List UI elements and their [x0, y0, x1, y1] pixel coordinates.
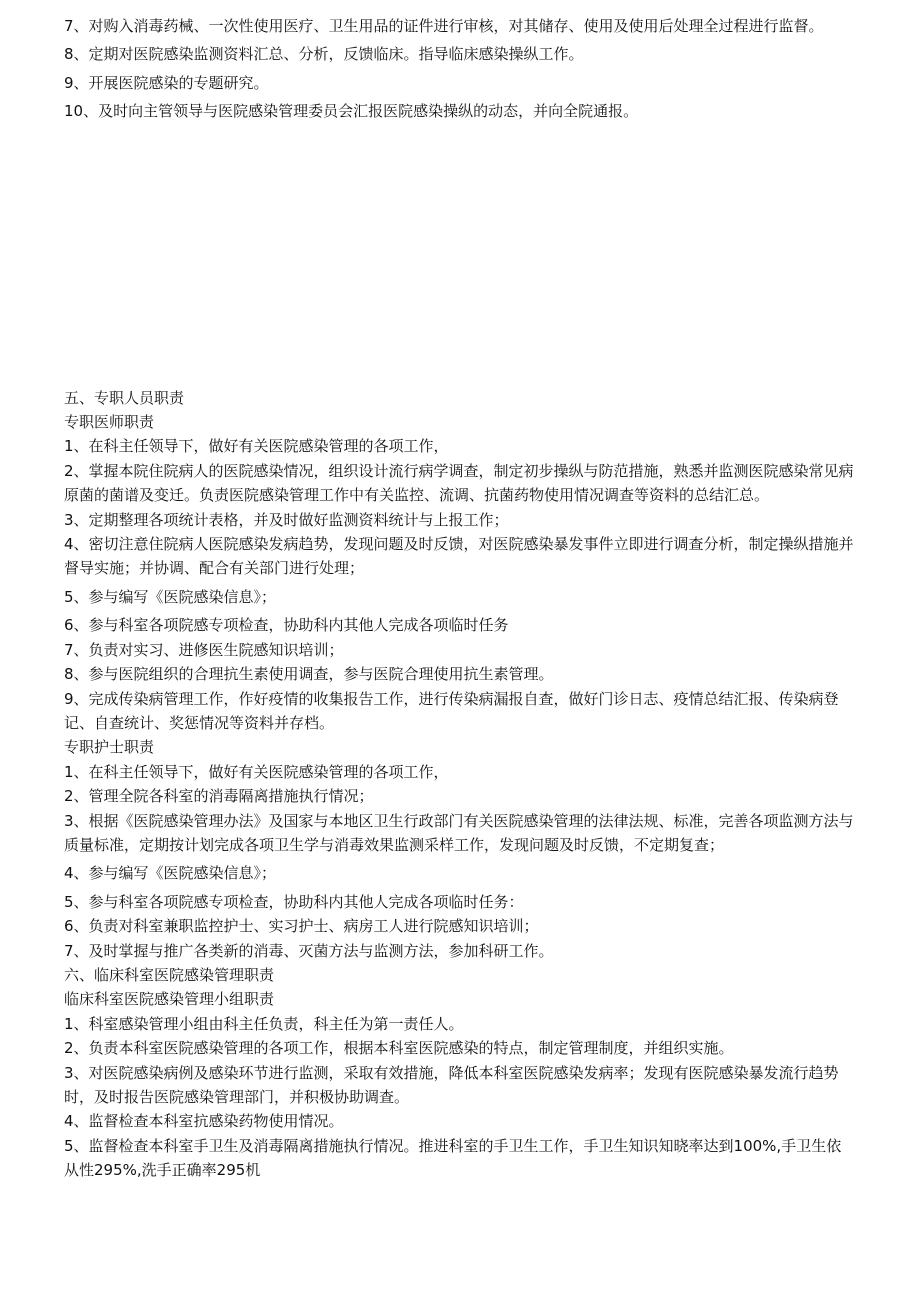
subsection-heading: 专职护士职责 — [64, 738, 155, 757]
list-item: 5、参与编写《医院感染信息》； — [64, 587, 277, 606]
list-item: 10、及时向主管领导与医院感染管理委员会汇报医院感染操纵的动态，并向全院通报。 — [64, 102, 639, 121]
list-item: 1、在科主任领导下，做好有关医院感染管理的各项工作， — [64, 762, 449, 781]
list-item: 3、对医院感染病例及感染环节进行监测，采取有效措施，降低本科室医院感染发病率；发现有医院感染暴发流行趋势时，及时报告医院感染管理部门，并积极协助调查。 — [64, 1063, 839, 1106]
section-heading: 五、专职人员职责 — [64, 388, 185, 407]
document-page — [64, 14, 856, 1183]
list-item: 6、负责对科室兼职监控护士、实习护士、病房工人进行院感知识培训； — [64, 917, 539, 936]
list-item: 6、参与科室各项院感专项检查，协助科内其他人完成各项临时任务 — [64, 616, 509, 635]
list-item: 3、定期整理各项统计表格，并及时做好监测资料统计与上报工作； — [64, 510, 509, 529]
list-item: 7、负责对实习、进修医生院感知识培训； — [64, 640, 344, 659]
list-item: 7、及时掌握与推广各类新的消毒、灭菌方法与监测方法，参加科研工作。 — [64, 941, 554, 960]
list-item: 1、科室感染管理小组由科主任负责，科主任为第一责任人。 — [64, 1014, 464, 1033]
list-item: 7、对购入消毒药械、一次性使用医疗、卫生用品的证件进行审核，对其储存、使用及使用后处理全过程进行监督。 — [64, 17, 824, 35]
list-item: 8、定期对医院感染监测资料汇总、分析，反馈临床。指导临床感染操纵工作。 — [64, 45, 584, 64]
subsection-heading: 专职医师职责 — [64, 413, 155, 432]
list-item: 2、负责本科室医院感染管理的各项工作，根据本科室医院感染的特点，制定管理制度，并组织实施。 — [64, 1039, 734, 1058]
list-item: 3、根据《医院感染管理办法》及国家与本地区卫生行政部门有关医院感染管理的法律法规、标准，完善各项监测方法与质量标准，定期按计划完成各项卫生学与消毒效果监测采样工作，发现问题及时反馈，不定期复查； — [64, 811, 854, 854]
section-heading: 六、临床科室医院感染管理职责 — [64, 965, 275, 984]
list-item: 4、密切注意住院病人医院感染发病趋势，发现问题及时反馈，对医院感染暴发事件立即进行调查分析，制定操纵措施并督导实施；并协调、配合有关部门进行处理； — [64, 535, 854, 578]
list-item: 9、完成传染病管理工作，作好疫情的收集报告工作，进行传染病漏报自查，做好门诊日志、疫情总结汇报、传染病登记、自查统计、奖惩情况等资料并存档。 — [64, 689, 839, 732]
list-item: 8、参与医院组织的合理抗生素使用调查，参与医院合理使用抗生素管理。 — [64, 665, 554, 684]
doctor-duties-list — [64, 434, 856, 735]
list-item: 4、监督检查本科室抗感染药物使用情况。 — [64, 1112, 344, 1131]
nurse-duties-list — [64, 760, 856, 963]
top-list — [64, 14, 856, 124]
list-item: 9、开展医院感染的专题研究。 — [64, 73, 269, 92]
group-duties-list — [64, 1012, 856, 1183]
list-item: 1、在科主任领导下，做好有关医院感染管理的各项工作， — [64, 437, 449, 456]
list-item: 4、参与编写《医院感染信息》； — [64, 864, 277, 883]
list-item: 5、监督检查本科室手卫生及消毒隔离措施执行情况。推进科室的手卫生工作，手卫生知识知晓率达到100%,手卫生依从性295%,洗手正确率295机 — [64, 1136, 842, 1180]
list-item: 2、管理全院各科室的消毒隔离措施执行情况； — [64, 787, 374, 806]
subsection-heading: 临床科室医院感染管理小组职责 — [64, 990, 275, 1009]
list-item: 2、掌握本院住院病人的医院感染情况，组织设计流行病学调查，制定初步操纵与防范措施，熟悉并监测医院感染常见病原菌的菌谱及变迁。负责医院感染管理工作中有关监控、流调、抗菌药物使用情况调查等资料的总结汇总。 — [64, 461, 854, 505]
list-item: 5、参与科室各项院感专项检查，协助科内其他人完成各项临时任务： — [64, 892, 524, 911]
blank-space — [64, 124, 856, 386]
